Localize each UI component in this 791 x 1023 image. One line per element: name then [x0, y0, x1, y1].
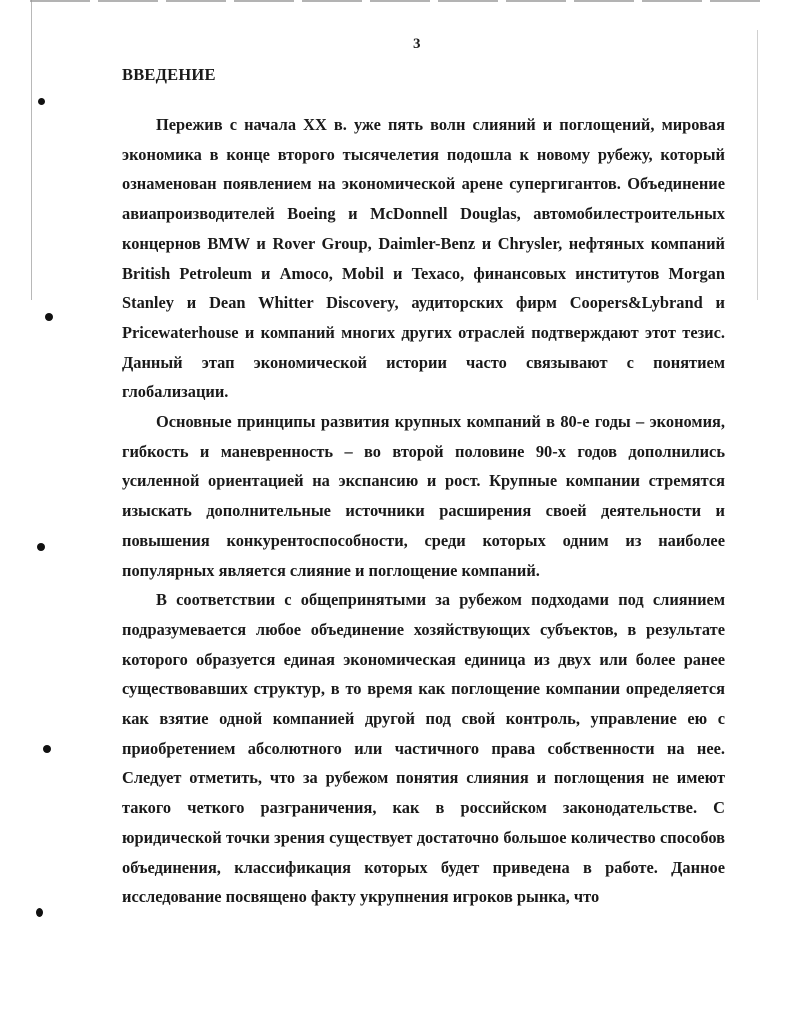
body-text: [122, 110, 725, 912]
paragraph: Основные принципы развития крупных компаний в 80-е годы – экономия, гибкость и маневренность – во второй половине 90-х годов дополнились усиленной ориентацией на экспансию и рост. Крупные компании стремятся изыскать дополнительные источники расширения своей деятельности и повышения конкурентоспособности, среди которых одним из наиболее популярных является слияние и поглощение компаний.: [122, 412, 725, 580]
binder-hole-mark: [36, 908, 43, 917]
binder-hole-mark: [38, 98, 45, 105]
scan-edge-right: [757, 30, 758, 300]
paragraph: Пережив с начала XX в. уже пять волн слияний и поглощений, мировая экономика в конце второго тысячелетия подошла к новому рубежу, который ознаменован появлением на экономической арене супергигантов. Объединение авиапроизводителей Boeing и McDonnell Douglas, автомобилестроительных концернов BMW и Rover Group, Daimler-Benz и Chrysler, нефтяных компаний British Petroleum и Amoco, Mobil и Texaco, финансовых институтов Morgan Stanley и Dean Whitter Discovery, аудиторских фирм Coopers&Lybrand и Pricewaterhouse и компаний многих других отраслей подтверждают этот тезис. Данный этап экономической истории часто связывают с понятием глобализации.: [122, 115, 725, 402]
binder-hole-mark: [37, 543, 45, 551]
binder-hole-mark: [43, 745, 51, 753]
scan-edge-left: [31, 0, 32, 300]
scan-edge-top: [30, 0, 760, 2]
page-number: 3: [413, 36, 421, 52]
section-heading: ВВЕДЕНИЕ: [122, 65, 216, 84]
binder-hole-mark: [45, 313, 53, 321]
paragraph: В соответствии с общепринятыми за рубежом подходами под слиянием подразумевается любое объединение хозяйствующих субъектов, в результате которого образуется единая экономическая единица из двух или более ранее существовавших структур, в то время как поглощение компании определяется как взятие одной компанией другой под свой контроль, управление ею с приобретением абсолютного или частичного права собственности на нее. Следует отметить, что за рубежом понятия слияния и поглощения не имеют такого четкого разграничения, как в российском законодательстве. С юридической точки зрения существует достаточно большое количество способов объединения, классификация которых будет приведена в работе. Данное исследование посвящено факту укрупнения игроков рынка, что: [122, 590, 725, 907]
